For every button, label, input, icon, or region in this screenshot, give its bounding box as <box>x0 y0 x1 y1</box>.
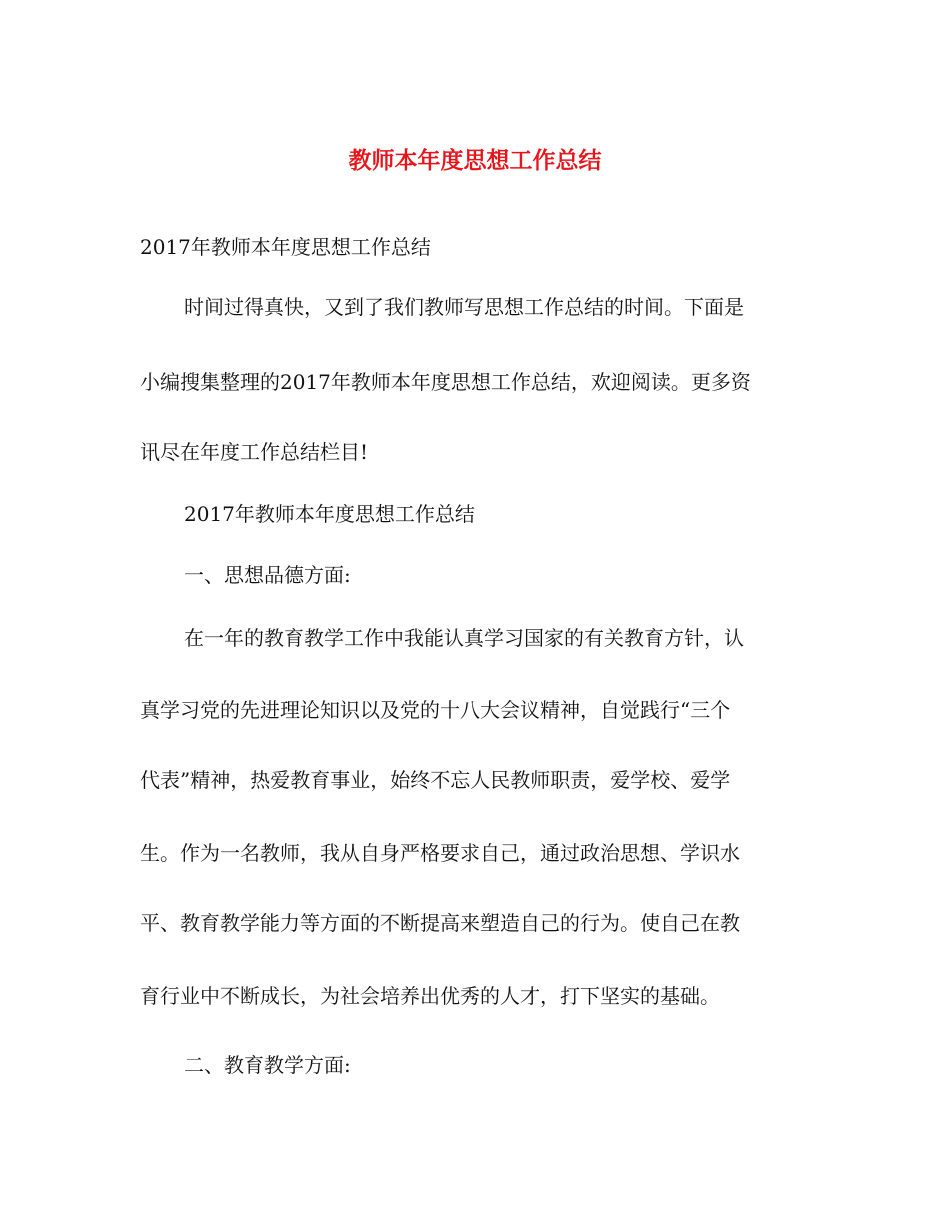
paragraph-line: 平、教育教学能力等方面的不断提高来塑造自己的行为。使自己在教 <box>140 911 740 935</box>
paragraph-line: 育行业中不断成长，为社会培养出优秀的人才，打下坚实的基础。 <box>140 984 720 1008</box>
section-heading-line: 二、教育教学方面: <box>184 1053 351 1077</box>
paragraph-line: 真学习党的先进理论知识以及党的十八大会议精神，自觉践行“三个 <box>140 698 731 722</box>
subtitle-line: 2017年教师本年度思想工作总结 <box>140 235 431 259</box>
paragraph-line: 小编搜集整理的2017年教师本年度思想工作总结，欢迎阅读。更多资 <box>140 370 751 394</box>
document-title: 教师本年度思想工作总结 <box>348 147 602 174</box>
paragraph-line: 讯尽在年度工作总结栏目! <box>140 440 369 464</box>
section-heading-line: 一、思想品德方面: <box>184 563 351 587</box>
paragraph-line: 时间过得真快，又到了我们教师写思想工作总结的时间。下面是 <box>184 295 744 319</box>
section-heading-line: 2017年教师本年度思想工作总结 <box>184 502 475 526</box>
paragraph-line: 在一年的教育教学工作中我能认真学习国家的有关教育方针，认 <box>184 626 744 650</box>
paragraph-line: 生。作为一名教师，我从自身严格要求自己，通过政治思想、学识水 <box>140 841 740 865</box>
paragraph-line: 代表”精神，热爱教育事业，始终不忘人民教师职责，爱学校、爱学 <box>140 768 731 792</box>
